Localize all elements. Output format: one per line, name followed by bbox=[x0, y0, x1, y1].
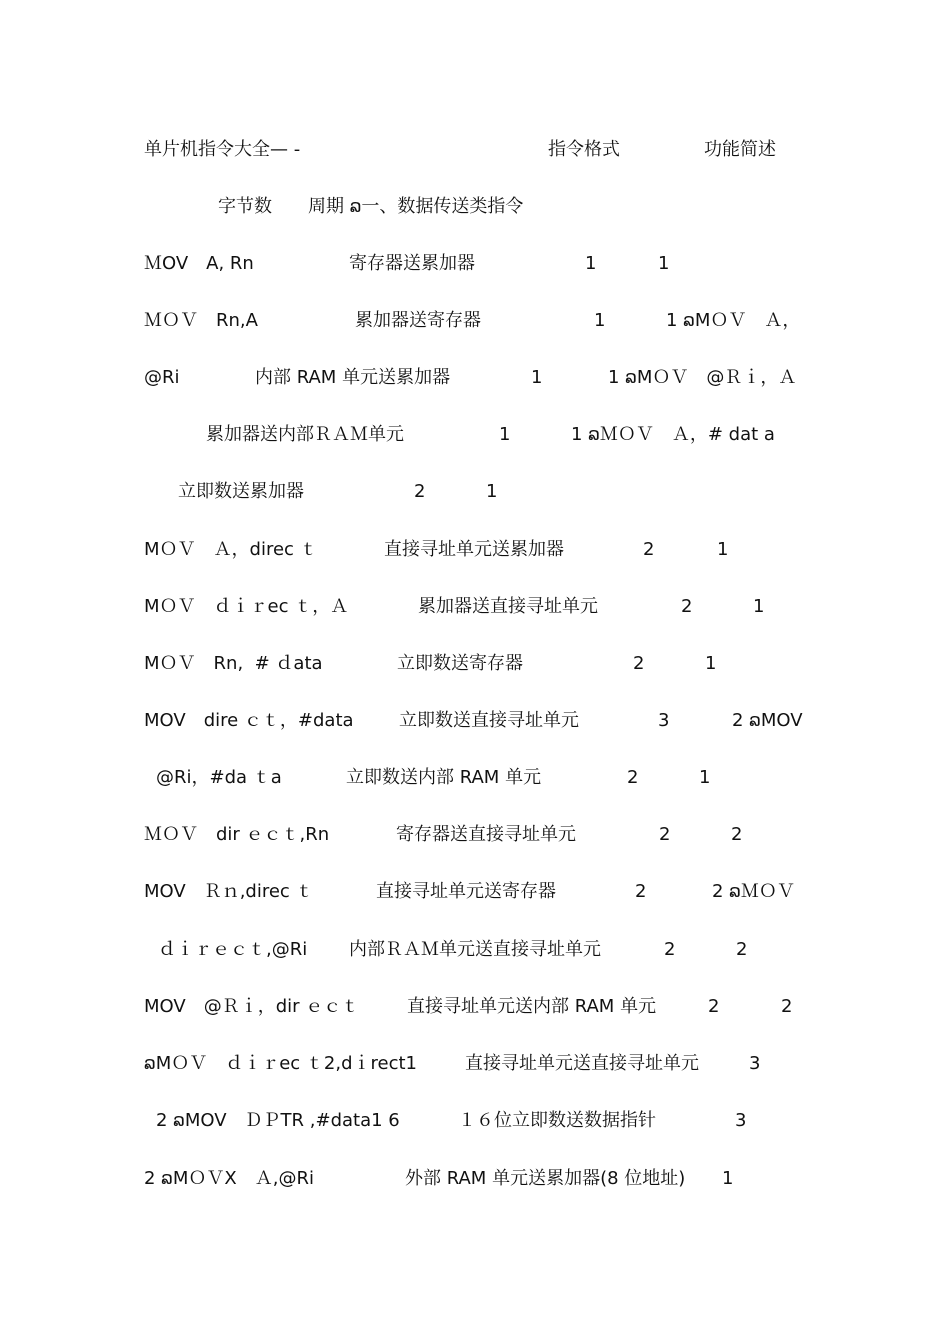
header-instruction-format: 指令格式 bbox=[548, 139, 620, 160]
text-line-2 bbox=[0, 192, 950, 222]
line-text: 外部 RAM 单元送累加器(8 位地址) bbox=[405, 1168, 686, 1189]
text-line-4 bbox=[0, 306, 950, 336]
line-text: MOV dire ｃｔ，#data bbox=[144, 710, 354, 731]
header-function-desc: 功能简述 bbox=[704, 139, 776, 160]
line-text: 2 bbox=[659, 824, 671, 845]
line-text: 累加器送直接寻址单元 bbox=[418, 596, 598, 617]
line-text: 直接寻址单元送寄存器 bbox=[376, 881, 556, 902]
line-text: １６位立即数送数据指针 bbox=[458, 1110, 656, 1131]
line-text: 直接寻址单元送直接寻址单元 bbox=[465, 1053, 699, 1074]
text-line-16 bbox=[0, 992, 950, 1022]
line-text: 1 bbox=[486, 481, 498, 502]
text-line-17 bbox=[0, 1049, 950, 1079]
header-bytes: 字节数 bbox=[218, 196, 272, 217]
line-text: 立即数送累加器 bbox=[178, 481, 304, 502]
line-text: MＯＶ Ａ，direc ｔ bbox=[144, 539, 318, 560]
line-text: 2 bbox=[781, 996, 793, 1017]
line-text: 2 bbox=[736, 939, 748, 960]
text-line-7 bbox=[0, 477, 950, 507]
line-text: ＭＯＶ Rn,A bbox=[144, 310, 258, 331]
line-text: 2 bbox=[633, 653, 645, 674]
line-text: 1 ລMＯＶ Ａ， bbox=[666, 310, 801, 331]
line-text: 2 bbox=[664, 939, 676, 960]
line-text: MＯＶ Rn, # ｄata bbox=[144, 653, 323, 674]
line-text: ＭOV A, Rn bbox=[144, 253, 254, 274]
line-text: 1 bbox=[717, 539, 729, 560]
text-line-15 bbox=[0, 935, 950, 965]
line-text: 寄存器送直接寻址单元 bbox=[396, 824, 576, 845]
line-text: 3 bbox=[749, 1053, 761, 1074]
line-text: 2 ລMOV ＤＰTR ,#data1 6 bbox=[156, 1110, 400, 1131]
line-text: 2 ລMOV bbox=[732, 710, 803, 731]
line-text: 2 bbox=[643, 539, 655, 560]
text-line-1 bbox=[0, 135, 950, 165]
text-line-18 bbox=[0, 1106, 950, 1136]
line-text: 3 bbox=[658, 710, 670, 731]
line-text: 2 ລMＯＶX Ａ,@Ri bbox=[144, 1168, 314, 1189]
text-line-5 bbox=[0, 363, 950, 393]
line-text: 2 bbox=[731, 824, 743, 845]
text-line-13 bbox=[0, 820, 950, 850]
text-line-14 bbox=[0, 877, 950, 907]
line-text: 2 bbox=[635, 881, 647, 902]
line-text: MOV Ｒｎ,direc ｔ bbox=[144, 881, 314, 902]
line-text: 3 bbox=[735, 1110, 747, 1131]
line-text: 1 bbox=[753, 596, 765, 617]
line-text: 1 ລMＯＶ @Ｒｉ，Ａ bbox=[608, 367, 797, 388]
line-text: 直接寻址单元送累加器 bbox=[384, 539, 564, 560]
line-text: 2 bbox=[414, 481, 426, 502]
line-text: 2 ລＭＯＶ bbox=[712, 881, 795, 902]
text-line-9 bbox=[0, 592, 950, 622]
line-text: ｄｉｒｅｃｔ,@Ri bbox=[158, 939, 308, 960]
line-text: 1 bbox=[705, 653, 717, 674]
text-line-6 bbox=[0, 420, 950, 450]
line-text: 2 bbox=[627, 767, 639, 788]
line-text: 内部 RAM 单元送累加器 bbox=[255, 367, 451, 388]
line-text: ລMＯＶ ｄｉｒec ｔ2,dｉrect1 bbox=[144, 1053, 417, 1074]
line-text: 1 bbox=[722, 1168, 734, 1189]
line-text: 2 bbox=[681, 596, 693, 617]
text-line-3 bbox=[0, 249, 950, 279]
line-text: 累加器送内部ＲＡＭ单元 bbox=[206, 424, 404, 445]
line-text: 1 bbox=[499, 424, 511, 445]
line-text: 1 bbox=[594, 310, 606, 331]
text-line-19 bbox=[0, 1164, 950, 1194]
text-line-8 bbox=[0, 535, 950, 565]
line-text: 寄存器送累加器 bbox=[349, 253, 475, 274]
line-text: @Ri，#da ｔa bbox=[156, 767, 282, 788]
line-text: MＯＶ ｄｉｒec ｔ，Ａ bbox=[144, 596, 349, 617]
header-cycles-section: 周期 ລ一、数据传送类指令 bbox=[308, 196, 524, 217]
line-text: 直接寻址单元送内部 RAM 单元 bbox=[407, 996, 657, 1017]
line-text: 累加器送寄存器 bbox=[355, 310, 481, 331]
line-text: MOV @Ｒｉ，dir ｅｃｔ bbox=[144, 996, 360, 1017]
text-line-12 bbox=[0, 763, 950, 793]
line-text: 1 bbox=[585, 253, 597, 274]
line-text: 立即数送内部 RAM 单元 bbox=[346, 767, 542, 788]
line-text: 立即数送直接寻址单元 bbox=[399, 710, 579, 731]
line-text: 内部ＲＡＭ单元送直接寻址单元 bbox=[349, 939, 601, 960]
line-text: 1 bbox=[658, 253, 670, 274]
doc-title: 单片机指令大全— - bbox=[144, 139, 301, 160]
line-text: ＭＯＶ dir ｅｃｔ,Rn bbox=[144, 824, 330, 845]
line-text: 1 bbox=[531, 367, 543, 388]
line-text: @Ri bbox=[144, 367, 180, 388]
text-line-10 bbox=[0, 649, 950, 679]
text-line-11 bbox=[0, 706, 950, 736]
line-text: 2 bbox=[708, 996, 720, 1017]
line-text: 1 ລＭＯＶ Ａ，# dat a bbox=[571, 424, 775, 445]
line-text: 1 bbox=[699, 767, 711, 788]
line-text: 立即数送寄存器 bbox=[397, 653, 523, 674]
